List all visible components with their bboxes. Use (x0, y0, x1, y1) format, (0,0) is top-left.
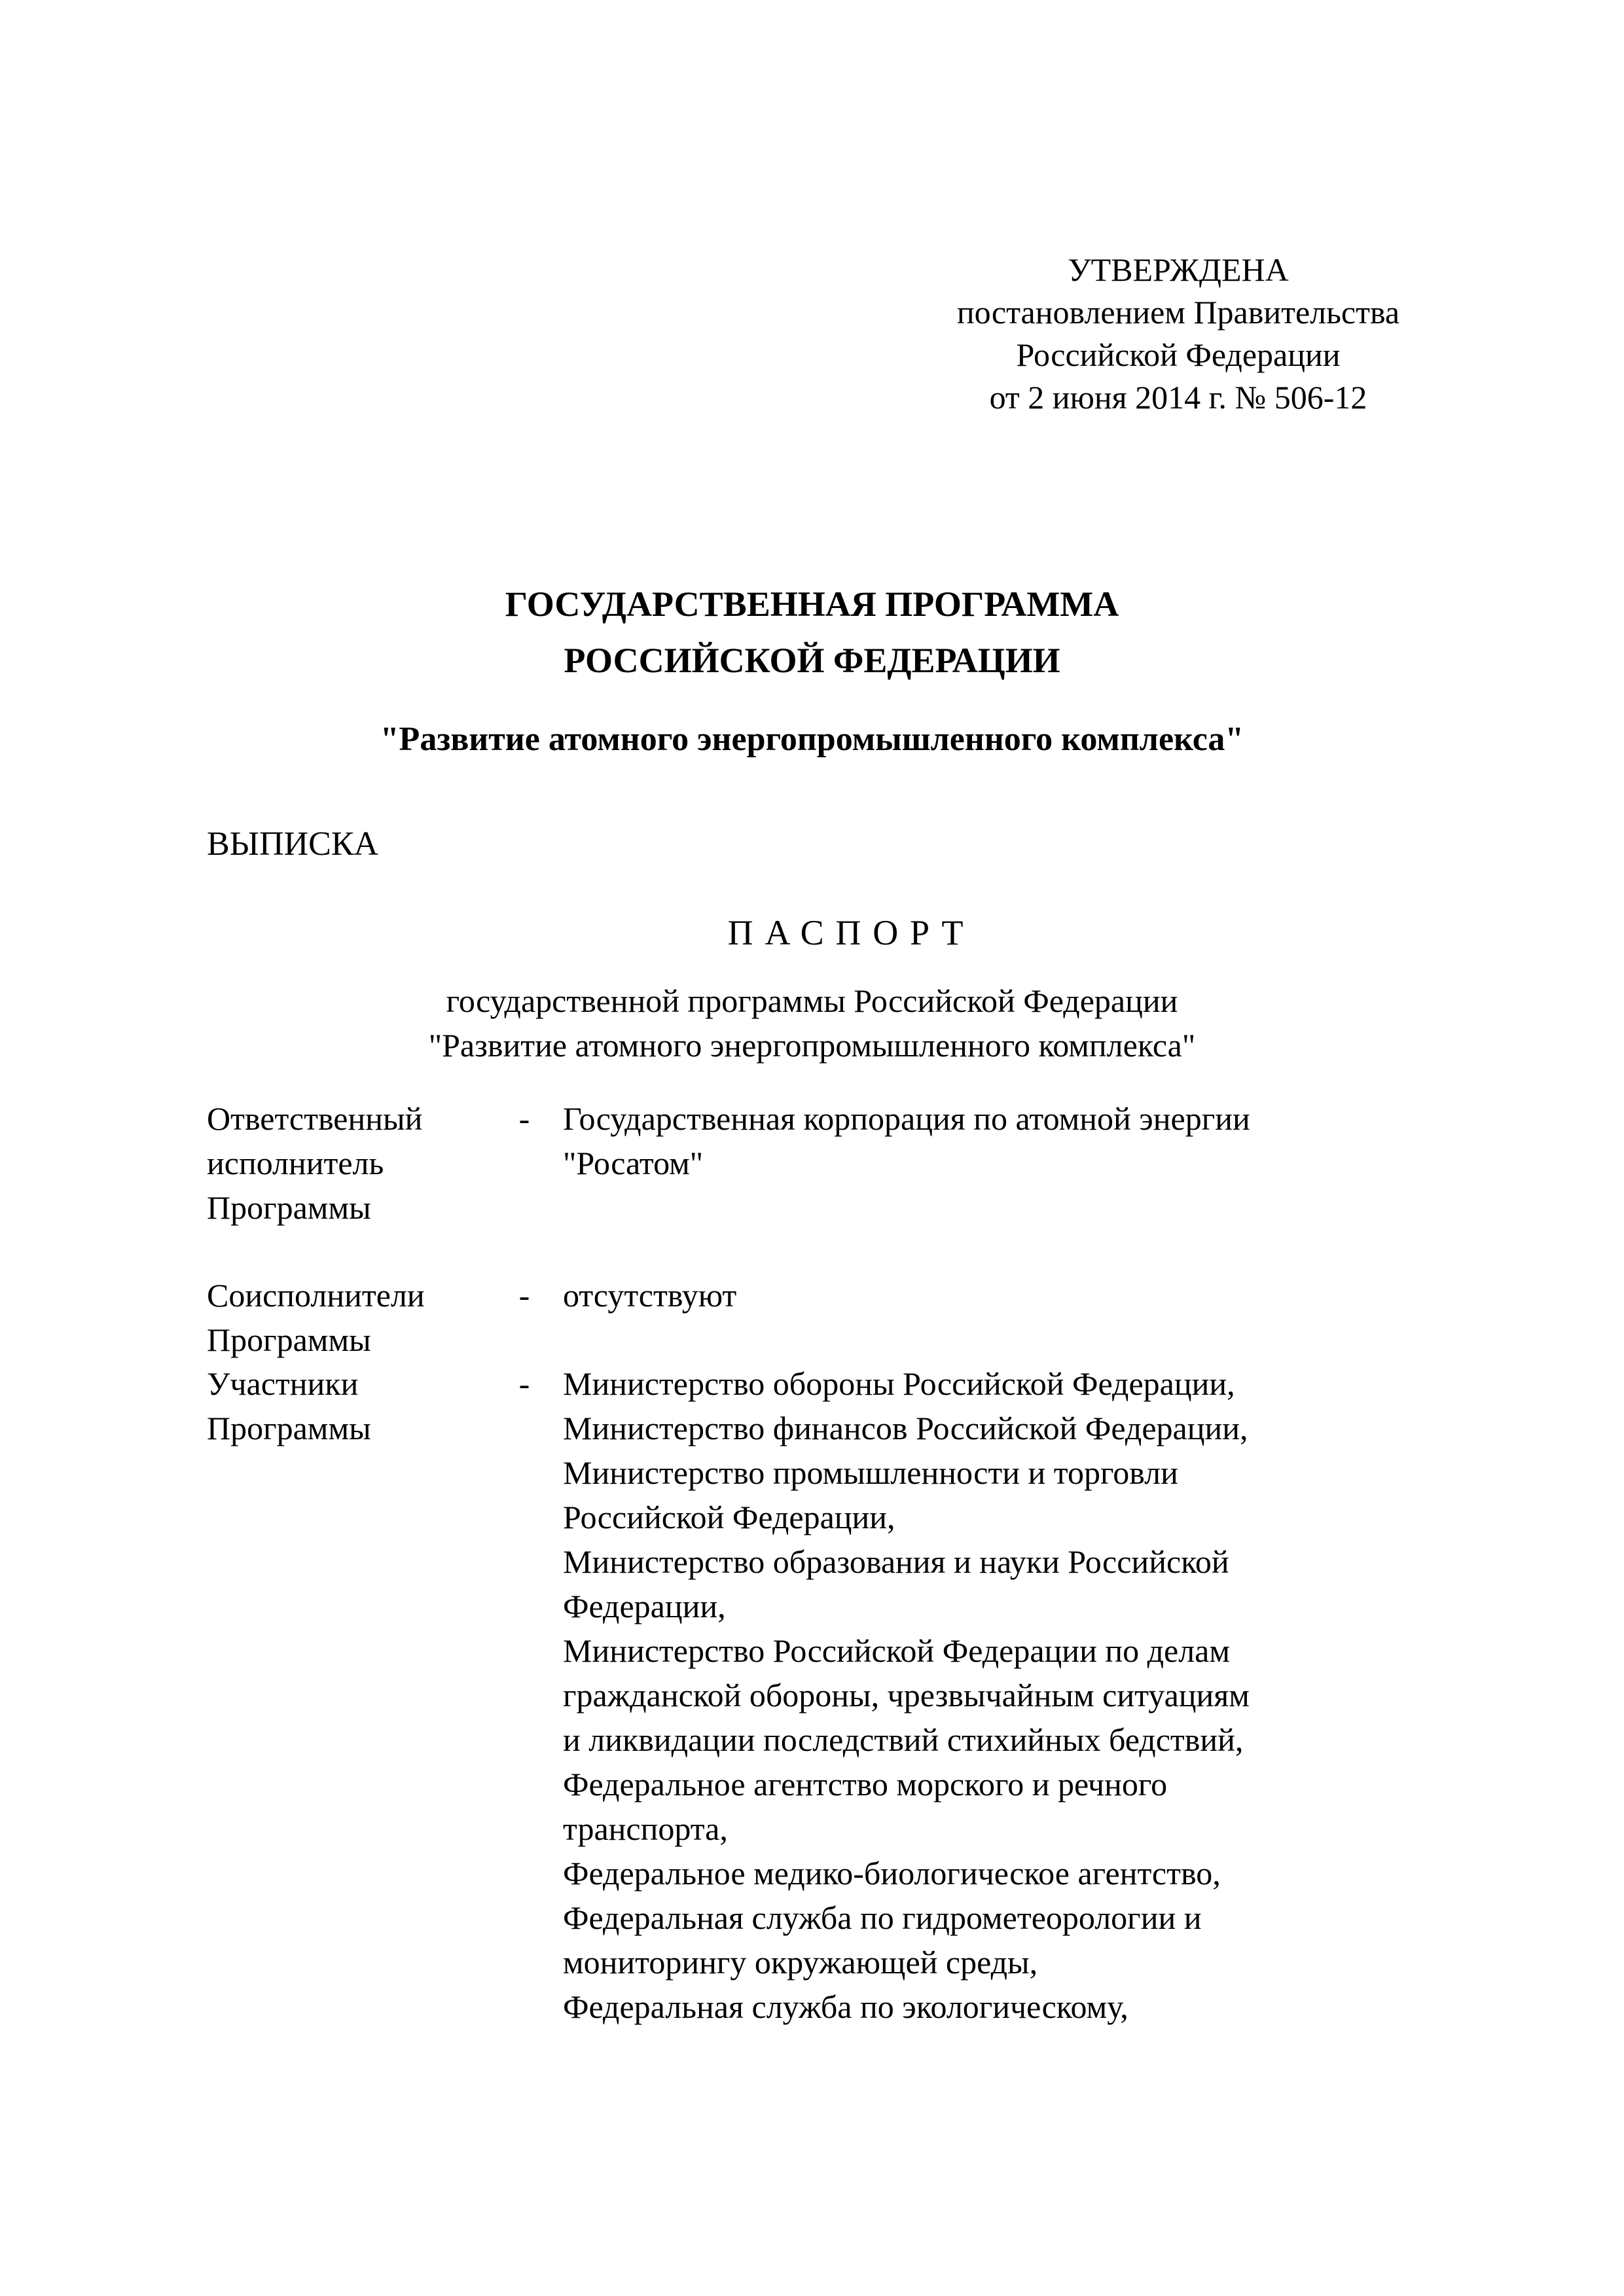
field-label (207, 1361, 501, 1450)
field-value (563, 1096, 1578, 1185)
field-label (207, 1096, 501, 1230)
participant-line: Федеральное агентство морского и речного (563, 1766, 1168, 1803)
participant-line: Федеральная служба по экологическому, (563, 1988, 1128, 2025)
field-value (563, 1361, 1578, 2029)
passport-title: ПАСПОРТ (727, 913, 975, 952)
field-value-line: отсутствуют (563, 1277, 737, 1314)
field-label-line: Программы (207, 1321, 371, 1358)
program-title-line-1: ГОСУДАРСТВЕННАЯ ПРОГРАММА (505, 584, 1119, 624)
extract-label: ВЫПИСКА (207, 825, 379, 863)
field-label-line: Программы (207, 1189, 371, 1226)
passport-subtitle (0, 978, 1624, 1067)
participant-line: Федерации, (563, 1588, 726, 1624)
program-title (0, 576, 1624, 689)
field-label-line: Участники (207, 1365, 359, 1402)
passport-subtitle-line-1: государственной программы Российской Федерации (446, 982, 1178, 1019)
approval-line-1: постановлением Правительства (956, 294, 1400, 331)
participant-line: Министерство обороны Российской Федерации, (563, 1365, 1235, 1402)
field-value-line: "Росатом" (563, 1145, 704, 1181)
participant-line: Министерство Российской Федерации по делам (563, 1632, 1230, 1669)
field-label-line: Программы (207, 1410, 371, 1446)
field-responsible-executor (207, 1096, 1451, 1234)
field-participants (207, 1361, 1451, 2081)
field-label-line: Соисполнители (207, 1277, 425, 1314)
participant-line: Федеральное медико-биологическое агентство, (563, 1855, 1221, 1892)
field-label-line: исполнитель (207, 1145, 384, 1181)
participant-line: гражданской обороны, чрезвычайным ситуациям (563, 1677, 1250, 1713)
approval-block (851, 249, 1506, 419)
participant-line: Российской Федерации, (563, 1499, 895, 1535)
approval-line-3: от 2 июня 2014 г. № 506-12 (989, 379, 1367, 416)
participant-line: транспорта, (563, 1810, 728, 1847)
participant-line: Министерство промышленности и торговли (563, 1454, 1178, 1491)
participant-line: и ликвидации последствий стихийных бедствий, (563, 1721, 1244, 1758)
participant-line: мониторингу окружающей среды, (563, 1944, 1038, 1981)
program-subtitle: "Развитие атомного энергопромышленного комплекса" (380, 721, 1244, 758)
participant-line: Министерство финансов Российской Федерации, (563, 1410, 1248, 1446)
field-label-line: Ответственный (207, 1100, 423, 1137)
passport-subtitle-line-2: "Развитие атомного энергопромышленного комплекса" (428, 1027, 1196, 1064)
field-dash: - (518, 1365, 530, 1402)
approval-title: УТВЕРЖДЕНА (1068, 251, 1289, 288)
program-title-line-2: РОССИЙСКОЙ ФЕДЕРАЦИИ (564, 641, 1060, 680)
field-value-line: Государственная корпорация по атомной энергии (563, 1100, 1250, 1137)
field-dash: - (518, 1277, 530, 1314)
field-value (563, 1273, 1578, 1318)
approval-line-2: Российской Федерации (1016, 336, 1341, 373)
field-coexecutors (207, 1273, 1451, 1365)
participant-line: Федеральная служба по гидрометеорологии и (563, 1899, 1202, 1936)
field-label (207, 1273, 501, 1362)
participant-line: Министерство образования и науки Российской (563, 1543, 1229, 1580)
field-dash: - (518, 1100, 530, 1137)
